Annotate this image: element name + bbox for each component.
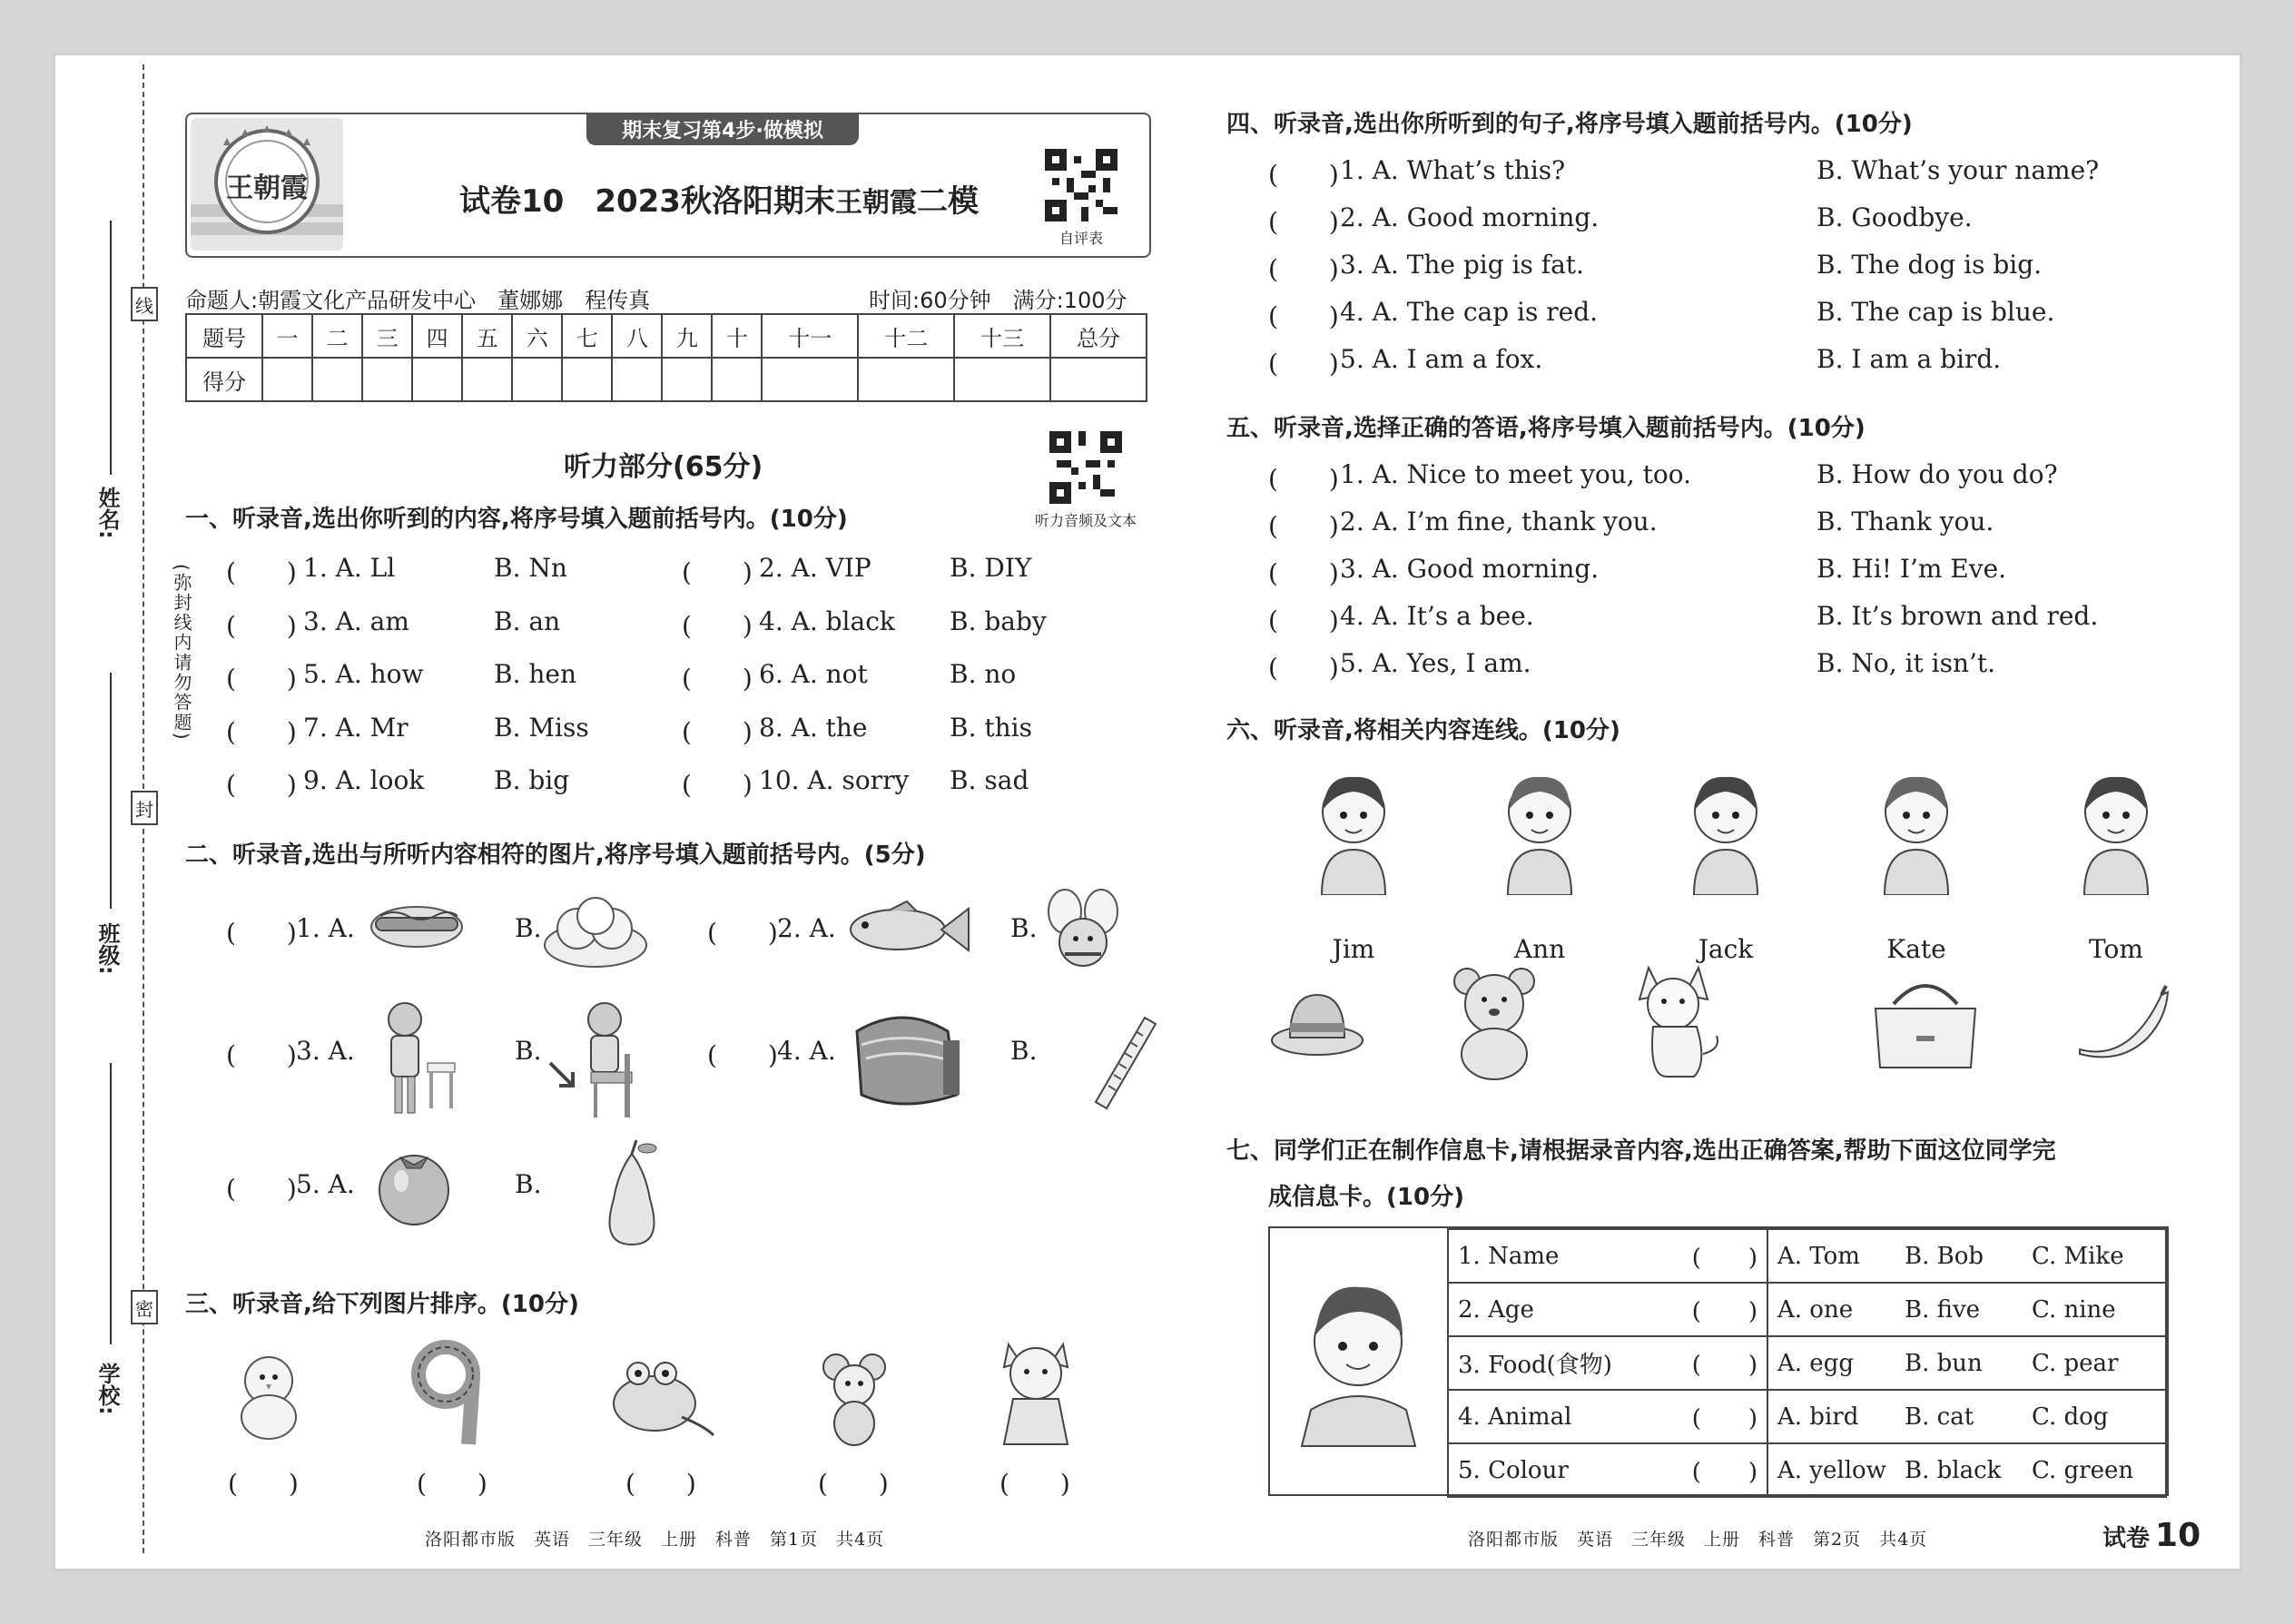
- child-kate[interactable]: [1866, 759, 1966, 895]
- pear-picture[interactable]: [591, 1136, 673, 1253]
- score-cell[interactable]: [762, 358, 858, 401]
- score-cell[interactable]: [412, 358, 462, 401]
- answer-blank[interactable]: ( ): [1268, 349, 1339, 379]
- option-b: B. What’s your name?: [1816, 155, 2100, 185]
- score-cell[interactable]: [954, 358, 1050, 401]
- option-a: A. egg: [1767, 1336, 1895, 1390]
- option-a: 4. A. It’s a bee.: [1340, 601, 1534, 631]
- score-col-10: 十: [712, 314, 762, 358]
- header-box: [185, 113, 1151, 258]
- qr-label-self-eval: 自评表: [1058, 230, 1103, 247]
- score-col-4: 四: [412, 314, 462, 358]
- answer-blank[interactable]: ( ): [226, 716, 297, 747]
- option-b: B. black: [1895, 1443, 2023, 1497]
- score-cell[interactable]: [712, 358, 762, 401]
- option-b: B. five: [1895, 1283, 2023, 1336]
- option-a: 3. A. The pig is fat.: [1340, 250, 1584, 280]
- info-question: 3. Food(食物): [1448, 1336, 1676, 1390]
- option-b: B. cat: [1895, 1390, 2023, 1443]
- picture-option-label: B.: [1010, 1036, 1038, 1066]
- info-question: 4. Animal: [1448, 1390, 1676, 1443]
- option-c: C. green: [2023, 1443, 2166, 1497]
- binding-margin: [55, 55, 192, 1574]
- option-c: C. pear: [2023, 1336, 2166, 1390]
- mouse-picture[interactable]: [809, 1349, 900, 1452]
- score-row2-label: 得分: [186, 358, 262, 401]
- class-field[interactable]: [110, 673, 112, 909]
- option-c: C. nine: [2023, 1283, 2166, 1336]
- picture-option-label: B.: [1010, 913, 1038, 943]
- picture-option-label: 1. A.: [296, 913, 355, 943]
- option-a: 3. A. am: [303, 605, 409, 636]
- option-b: B. this: [950, 712, 1032, 743]
- score-table-score-row: [186, 358, 1147, 401]
- answer-blank[interactable]: ( ): [226, 610, 297, 641]
- info-card-row: [1448, 1336, 2166, 1390]
- score-col-13: 十三: [954, 314, 1050, 358]
- option-b: B. DIY: [950, 553, 1032, 583]
- score-col-5: 五: [462, 314, 512, 358]
- boy-portrait: [1270, 1228, 1449, 1494]
- answer-blank[interactable]: ( ): [226, 770, 297, 800]
- info-card-row: [1448, 1443, 2166, 1497]
- picture-option-label: 3. A.: [296, 1036, 355, 1066]
- answer-blank[interactable]: ( ): [682, 664, 753, 694]
- option-b: B. bun: [1895, 1336, 2023, 1390]
- option-b: B. Hi! I’m Eve.: [1816, 554, 2007, 584]
- child-jim[interactable]: [1304, 759, 1403, 895]
- option-a: 8. A. the: [759, 712, 868, 743]
- answer-blank[interactable]: ( ): [818, 1469, 889, 1499]
- score-cell[interactable]: [1050, 358, 1147, 401]
- option-b: B. Nn: [494, 553, 567, 583]
- logo: [191, 118, 343, 251]
- girl-sitting-picture[interactable]: [541, 999, 650, 1126]
- option-a: 2. A. I’m fine, thank you.: [1340, 507, 1658, 536]
- exam-title: [459, 176, 979, 221]
- school-label: 学校:: [94, 1363, 120, 1415]
- hat-picture[interactable]: [1267, 981, 1367, 1067]
- answer-blank[interactable]: ( ): [1268, 511, 1339, 541]
- answer-blank[interactable]: ( ): [1676, 1229, 1767, 1283]
- info-card-row: [1448, 1390, 2166, 1443]
- dog-picture[interactable]: [1626, 963, 1726, 1085]
- option-a: 4. A. The cap is red.: [1340, 297, 1599, 327]
- score-cell[interactable]: [612, 358, 662, 401]
- time-score: 时间:60分钟 满分:100分: [869, 288, 1127, 313]
- s7-title-line1: 七、同学们正在制作信息卡,请根据录音内容,选出正确答案,帮助下面这位同学完: [1226, 1137, 2056, 1165]
- option-b: B. big: [494, 765, 570, 795]
- option-b: B. no: [950, 659, 1017, 689]
- picture-option-label: 5. A.: [296, 1169, 355, 1199]
- score-cell[interactable]: [462, 358, 512, 401]
- answer-blank[interactable]: ( ): [682, 557, 753, 587]
- name-label: 姓名:: [94, 487, 120, 539]
- authors: 命题人:朝霞文化产品研发中心 董娜娜 程传真: [185, 288, 651, 313]
- child-name-label: Kate: [1886, 934, 1946, 964]
- class-label: 班级:: [94, 922, 120, 975]
- option-b: B. hen: [494, 659, 577, 689]
- option-b: B. an: [494, 605, 561, 636]
- option-a: 3. A. Good morning.: [1340, 554, 1600, 584]
- page-tag-label: 试卷: [2102, 1525, 2151, 1552]
- score-col-3: 三: [362, 314, 412, 358]
- info-card-rows: [1448, 1229, 2166, 1497]
- score-row1-label: 题号: [186, 314, 262, 358]
- answer-blank[interactable]: ( ): [1268, 207, 1339, 237]
- s7-title-line2: 成信息卡。(10分): [1268, 1184, 1464, 1211]
- option-b: B. I am a bird.: [1816, 344, 2002, 374]
- option-a: 5. A. I am a fox.: [1340, 344, 1543, 374]
- s3-title: 三、听录音,给下列图片排序。(10分): [185, 1291, 579, 1318]
- option-a: 4. A. black: [759, 605, 895, 636]
- s6-title: 六、听录音,将相关内容连线。(10分): [1226, 717, 1620, 744]
- answer-blank[interactable]: ( ): [1268, 464, 1339, 494]
- option-c: C. Mike: [2023, 1229, 2166, 1283]
- option-a: A. Tom: [1767, 1229, 1895, 1283]
- frog-picture[interactable]: [600, 1353, 718, 1443]
- option-a: 5. A. Yes, I am.: [1340, 648, 1531, 678]
- answer-blank[interactable]: ( ): [682, 770, 753, 800]
- answer-blank[interactable]: ( ): [707, 918, 778, 948]
- answer-blank[interactable]: ( ): [1676, 1443, 1767, 1497]
- bag-picture[interactable]: [848, 1004, 966, 1117]
- answer-blank[interactable]: ( ): [228, 1469, 299, 1499]
- option-b: B. Miss: [494, 712, 589, 743]
- answer-blank[interactable]: ( ): [417, 1469, 487, 1499]
- exam-title-main: 试卷10 2023秋洛阳期末: [459, 183, 835, 220]
- logo-text: 王朝霞: [226, 172, 308, 204]
- answer-blank[interactable]: ( ): [1676, 1336, 1767, 1390]
- handbag-picture[interactable]: [1866, 968, 1984, 1076]
- qr-code-icon[interactable]: [1049, 431, 1122, 504]
- answer-blank[interactable]: ( ): [226, 1040, 297, 1070]
- option-b: B. baby: [950, 605, 1047, 636]
- option-a: 2. A. VIP: [759, 553, 871, 583]
- info-card-row: [1448, 1283, 2166, 1336]
- child-tom[interactable]: [2066, 759, 2166, 895]
- answer-blank[interactable]: ( ): [1268, 558, 1339, 588]
- option-b: B. How do you do?: [1816, 459, 2058, 489]
- picture-option-label: B.: [515, 1036, 542, 1066]
- section-listening: 听力部分(65分): [564, 451, 763, 483]
- option-b: B. The dog is big.: [1816, 250, 2043, 280]
- option-b: B. No, it isn’t.: [1816, 648, 1996, 678]
- score-cell[interactable]: [562, 358, 612, 401]
- option-a: 1. A. Ll: [303, 553, 396, 583]
- answer-blank[interactable]: ( ): [226, 1174, 297, 1204]
- answer-blank[interactable]: ( ): [1268, 653, 1339, 683]
- answer-blank[interactable]: ( ): [226, 918, 297, 948]
- qr-label-audio: 听力音频及文本: [1034, 512, 1137, 529]
- ruler-picture[interactable]: [1090, 1013, 1163, 1117]
- score-cell[interactable]: [312, 358, 362, 401]
- option-a: 9. A. look: [303, 765, 425, 795]
- score-col-7: 七: [562, 314, 612, 358]
- exam-title-brand: 王朝霞: [834, 187, 917, 219]
- hotdog-picture[interactable]: [367, 891, 467, 967]
- s1-title: 一、听录音,选出你听到的内容,将序号填入题前括号内。(10分): [185, 506, 848, 533]
- option-b: B. The cap is blue.: [1816, 297, 2055, 327]
- score-cell[interactable]: [512, 358, 562, 401]
- s4-title: 四、听录音,选出你所听到的句子,将序号填入题前括号内。(10分): [1226, 111, 1913, 138]
- score-table-header-row: [186, 314, 1147, 358]
- score-col-total: 总分: [1050, 314, 1147, 358]
- score-col-2: 二: [312, 314, 362, 358]
- exam-title-suffix: 二模: [916, 183, 979, 220]
- picture-option-label: 2. A.: [777, 913, 836, 943]
- option-a: 1. A. Nice to meet you, too.: [1340, 459, 1691, 489]
- option-a: 10. A. sorry: [759, 765, 910, 795]
- answer-blank[interactable]: ( ): [1676, 1390, 1767, 1443]
- s5-title: 五、听录音,选择正确的答语,将序号填入题前括号内。(10分): [1226, 415, 1866, 442]
- seal-note: (弥封线内请勿答题): [171, 564, 192, 742]
- picture-option-label: 4. A.: [777, 1036, 836, 1066]
- answer-blank[interactable]: ( ): [707, 1040, 778, 1070]
- seal-mark-3: 密: [131, 1290, 158, 1324]
- option-b: B. Goodbye.: [1816, 202, 1973, 232]
- page-tag-number: 10: [2155, 1517, 2201, 1554]
- bee-picture[interactable]: [1038, 886, 1128, 976]
- option-a: A. bird: [1767, 1390, 1895, 1443]
- option-a: A. yellow: [1767, 1443, 1895, 1497]
- qr-code-icon[interactable]: [1045, 149, 1117, 221]
- score-table: [185, 313, 1147, 402]
- option-b: B. sad: [950, 765, 1029, 795]
- answer-blank[interactable]: ( ): [1268, 160, 1339, 190]
- seal-mark-2: 封: [131, 791, 158, 825]
- option-b: B. It’s brown and red.: [1816, 601, 2099, 631]
- child-ann[interactable]: [1490, 759, 1590, 895]
- banana-picture[interactable]: [2075, 981, 2175, 1067]
- option-c: C. dog: [2023, 1390, 2166, 1443]
- footer-left: 洛阳都市版 英语 三年级 上册 科普 第1页 共4页: [425, 1530, 885, 1550]
- child-name-label: Jim: [1332, 934, 1375, 964]
- seal-mark-1: 线: [131, 287, 158, 321]
- answer-blank[interactable]: ( ): [226, 664, 297, 694]
- girl-standing-picture[interactable]: [364, 999, 464, 1126]
- info-card-row: [1448, 1229, 2166, 1283]
- option-a: 7. A. Mr: [303, 712, 409, 743]
- score-col-6: 六: [512, 314, 562, 358]
- info-question: 2. Age: [1448, 1283, 1676, 1336]
- score-cell[interactable]: [858, 358, 954, 401]
- child-name-label: Jack: [1698, 934, 1754, 964]
- picture-option-label: B.: [515, 1169, 542, 1199]
- child-jack[interactable]: [1676, 759, 1776, 895]
- answer-blank[interactable]: ( ): [1268, 254, 1339, 284]
- child-name-label: Tom: [2089, 934, 2143, 964]
- answer-blank[interactable]: ( ): [682, 610, 753, 641]
- answer-blank[interactable]: ( ): [1268, 605, 1339, 635]
- info-card-table: [1447, 1228, 2167, 1498]
- option-b: B. Thank you.: [1816, 507, 1994, 536]
- chick-picture[interactable]: [228, 1344, 310, 1448]
- answer-blank[interactable]: ( ): [1676, 1283, 1767, 1336]
- answer-blank[interactable]: ( ): [682, 716, 753, 747]
- bread-picture[interactable]: [541, 891, 650, 976]
- option-a: A. one: [1767, 1283, 1895, 1336]
- option-a: 5. A. how: [303, 659, 424, 689]
- picture-option-label: B.: [515, 913, 542, 943]
- score-cell[interactable]: [662, 358, 712, 401]
- answer-blank[interactable]: ( ): [625, 1469, 696, 1499]
- option-a: 6. A. not: [759, 659, 868, 689]
- info-card: [1268, 1226, 2169, 1496]
- cat-picture[interactable]: [986, 1335, 1086, 1452]
- score-col-8: 八: [612, 314, 662, 358]
- header-badge: 期末复习第4步·做模拟: [586, 113, 859, 145]
- exam-sheet: [53, 53, 2242, 1571]
- score-col-12: 十二: [858, 314, 954, 358]
- score-col-9: 九: [662, 314, 712, 358]
- answer-blank[interactable]: ( ): [226, 557, 297, 587]
- school-field[interactable]: [110, 1063, 112, 1344]
- name-field[interactable]: [110, 221, 112, 475]
- option-a: 1. A. What’s this?: [1340, 155, 1566, 185]
- score-col-11: 十一: [762, 314, 858, 358]
- info-question: 1. Name: [1448, 1229, 1676, 1283]
- option-b: B. Bob: [1895, 1229, 2023, 1283]
- number-nine-picture[interactable]: [400, 1340, 491, 1452]
- info-question: 5. Colour: [1448, 1443, 1676, 1497]
- score-cell[interactable]: [362, 358, 412, 401]
- score-cell[interactable]: [262, 358, 312, 401]
- footer-right: 洛阳都市版 英语 三年级 上册 科普 第2页 共4页: [1468, 1530, 1928, 1550]
- tomato-picture[interactable]: [369, 1145, 459, 1230]
- option-a: 2. A. Good morning.: [1340, 202, 1600, 232]
- fish-picture[interactable]: [843, 898, 970, 965]
- score-col-1: 一: [262, 314, 312, 358]
- page-tag: [2102, 1517, 2200, 1554]
- child-name-label: Ann: [1513, 934, 1566, 964]
- answer-blank[interactable]: ( ): [999, 1469, 1070, 1499]
- answer-blank[interactable]: ( ): [1268, 301, 1339, 331]
- teddy-bear-picture[interactable]: [1444, 963, 1544, 1085]
- s2-title: 二、听录音,选出与所听内容相符的图片,将序号填入题前括号内。(5分): [185, 842, 926, 869]
